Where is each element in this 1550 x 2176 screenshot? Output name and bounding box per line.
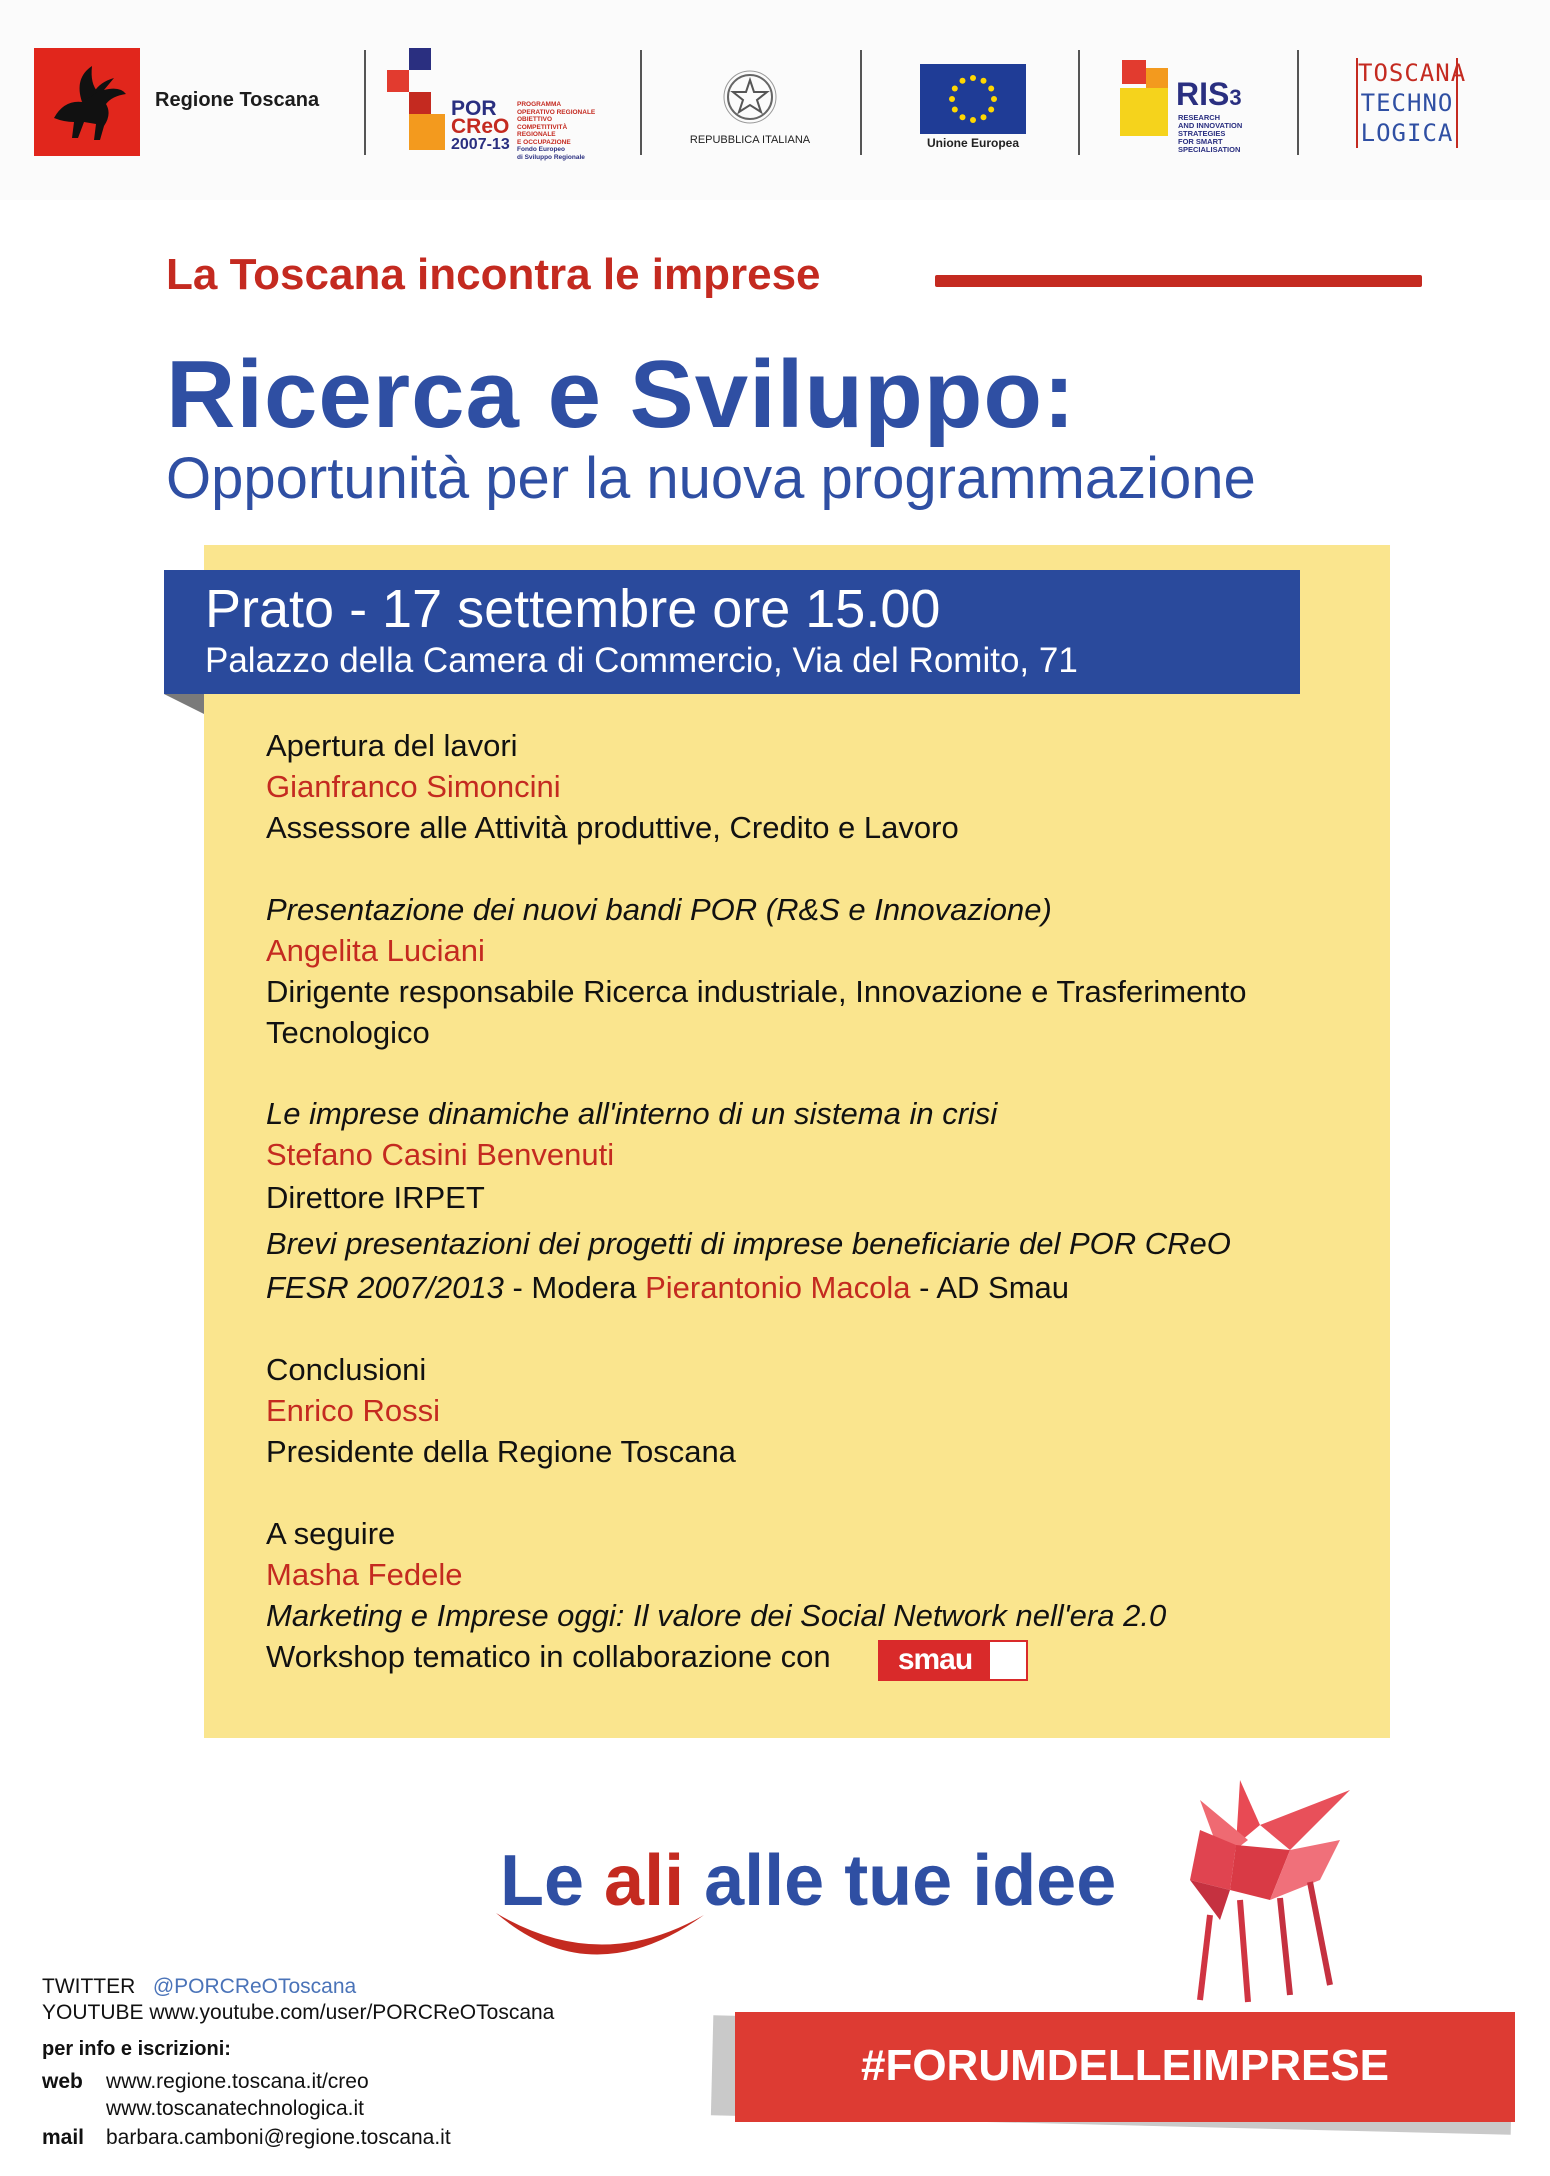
session-title: A seguire — [266, 1516, 396, 1551]
ris3-logo — [1120, 58, 1270, 158]
logo-divider — [640, 50, 642, 155]
speaker-role: Tecnologico — [266, 1015, 430, 1050]
speaker-name: Gianfranco Simoncini — [266, 769, 561, 804]
por-creo: CReO — [451, 115, 510, 138]
kicker-underline — [935, 275, 1422, 287]
hashtag-banner: #FORUMDELLEIMPRESE — [735, 2012, 1515, 2122]
speaker-role: Dirigente responsabile Ricerca industriale, Innovazione e Trasferimento — [266, 974, 1247, 1009]
pegasus-icon — [34, 48, 140, 156]
slogan: Le ali alle tue idee — [500, 1841, 1117, 1921]
info-label: per info e iscrizioni: — [42, 2038, 231, 2060]
mail-label: mail — [42, 2126, 85, 2149]
speaker-role: Presidente della Regione Toscana — [266, 1434, 736, 1469]
ris3-title: RIS — [1176, 76, 1230, 112]
event-kicker: La Toscana incontra le imprese — [166, 250, 821, 299]
unione-europea-caption: Unione Europea — [926, 136, 1019, 150]
logo-divider — [364, 50, 366, 155]
event-subtitle: Opportunità per la nuova programmazione — [166, 446, 1256, 511]
toscana-technologica-logo — [1356, 58, 1467, 148]
mail-line — [42, 2126, 84, 2150]
logo-divider — [1078, 50, 1080, 155]
por-years: 2007-13 — [451, 136, 510, 153]
session-moderation: FESR 2007/2013 - Modera Pierantonio Macola - AD Smau — [266, 1270, 1069, 1305]
session-title: Le imprese dinamiche all'interno di un sistema in crisi — [266, 1096, 998, 1131]
event-title: Ricerca e Sviluppo: — [166, 341, 1076, 448]
moderator-name: Pierantonio Macola — [645, 1270, 911, 1305]
speaker-name: Masha Fedele — [266, 1557, 463, 1592]
web-label: web — [42, 2070, 83, 2093]
por-title: POR — [451, 97, 497, 120]
workshop-line: Workshop tematico in collaborazione con — [266, 1639, 831, 1674]
smau-logo-text: smau — [880, 1642, 990, 1679]
por-small-text: PROGRAMMA OPERATIVO REGIONALE OBIETTIVO COMPETITIVITÀ REGIONALE E OCCUPAZIONE Fondo Europeo di Sviluppo Regionale — [517, 101, 596, 161]
twitter-line — [42, 1975, 356, 1999]
ris3-small-text: RESEARCH AND INNOVATION STRATEGIES FOR SMART SPECIALISATION — [1178, 113, 1243, 154]
session-topic: Marketing e Imprese oggi: Il valore dei Social Network nell'era 2.0 — [266, 1598, 1167, 1633]
event-date-place: Prato - 17 settembre ore 15.00 — [205, 579, 941, 639]
smile-swoosh-icon — [492, 1905, 712, 1975]
youtube-label: YOUTUBE — [42, 2001, 144, 2024]
regione-toscana-name: Regione Toscana — [155, 89, 320, 111]
event-venue: Palazzo della Camera di Commercio, Via del Romito, 71 — [205, 641, 1078, 680]
tt-line3: LOGICA — [1360, 119, 1454, 147]
speaker-name: Angelita Luciani — [266, 933, 485, 968]
session-title: Brevi presentazioni dei progetti di imprese beneficiarie del POR CReO — [266, 1226, 1231, 1261]
web-line — [42, 2070, 83, 2094]
tt-line2: TECHNO — [1360, 89, 1454, 117]
tt-line1: TOSCANA — [1358, 59, 1467, 87]
regione-toscana-logo — [34, 48, 140, 156]
web-link[interactable]: www.toscanatechnologica.it — [106, 2097, 364, 2120]
speaker-name: Stefano Casini Benvenuti — [266, 1137, 615, 1172]
ris3-sub: 3 — [1229, 85, 1242, 110]
web-link[interactable]: www.regione.toscana.it/creo — [106, 2070, 369, 2093]
logo-divider — [1297, 50, 1299, 155]
mail-link[interactable]: barbara.camboni@regione.toscana.it — [106, 2126, 451, 2149]
slogan-ali: ali — [604, 1841, 685, 1921]
italian-emblem-icon — [723, 70, 777, 126]
speaker-role: Assessore alle Attività produttive, Credito e Lavoro — [266, 810, 959, 845]
speaker-role: Direttore IRPET — [266, 1180, 485, 1215]
banner-fold — [164, 694, 204, 714]
youtube-line — [42, 2001, 554, 2025]
session-title: Conclusioni — [266, 1352, 427, 1387]
eu-flag-icon — [920, 64, 1026, 134]
session-fund: FESR 2007/2013 — [266, 1270, 504, 1305]
por-creo-logo — [385, 48, 645, 161]
session-title: Presentazione dei nuovi bandi POR (R&S e Innovazione) — [266, 892, 1052, 927]
twitter-label: TWITTER — [42, 1975, 136, 1998]
repubblica-italiana-caption: REPUBBLICA ITALIANA — [689, 134, 811, 146]
logo-bar — [0, 0, 1550, 200]
youtube-url[interactable]: www.youtube.com/user/PORCReOToscana — [149, 2001, 555, 2024]
unione-europea-logo — [910, 64, 1036, 154]
origami-pegasus-icon — [1140, 1770, 1380, 2020]
twitter-handle[interactable]: @PORCReOToscana — [152, 1975, 357, 1998]
speaker-name: Enrico Rossi — [266, 1393, 440, 1428]
logo-divider — [860, 50, 862, 155]
session-title: Apertura del lavori — [266, 728, 518, 763]
repubblica-italiana-logo — [680, 70, 820, 160]
